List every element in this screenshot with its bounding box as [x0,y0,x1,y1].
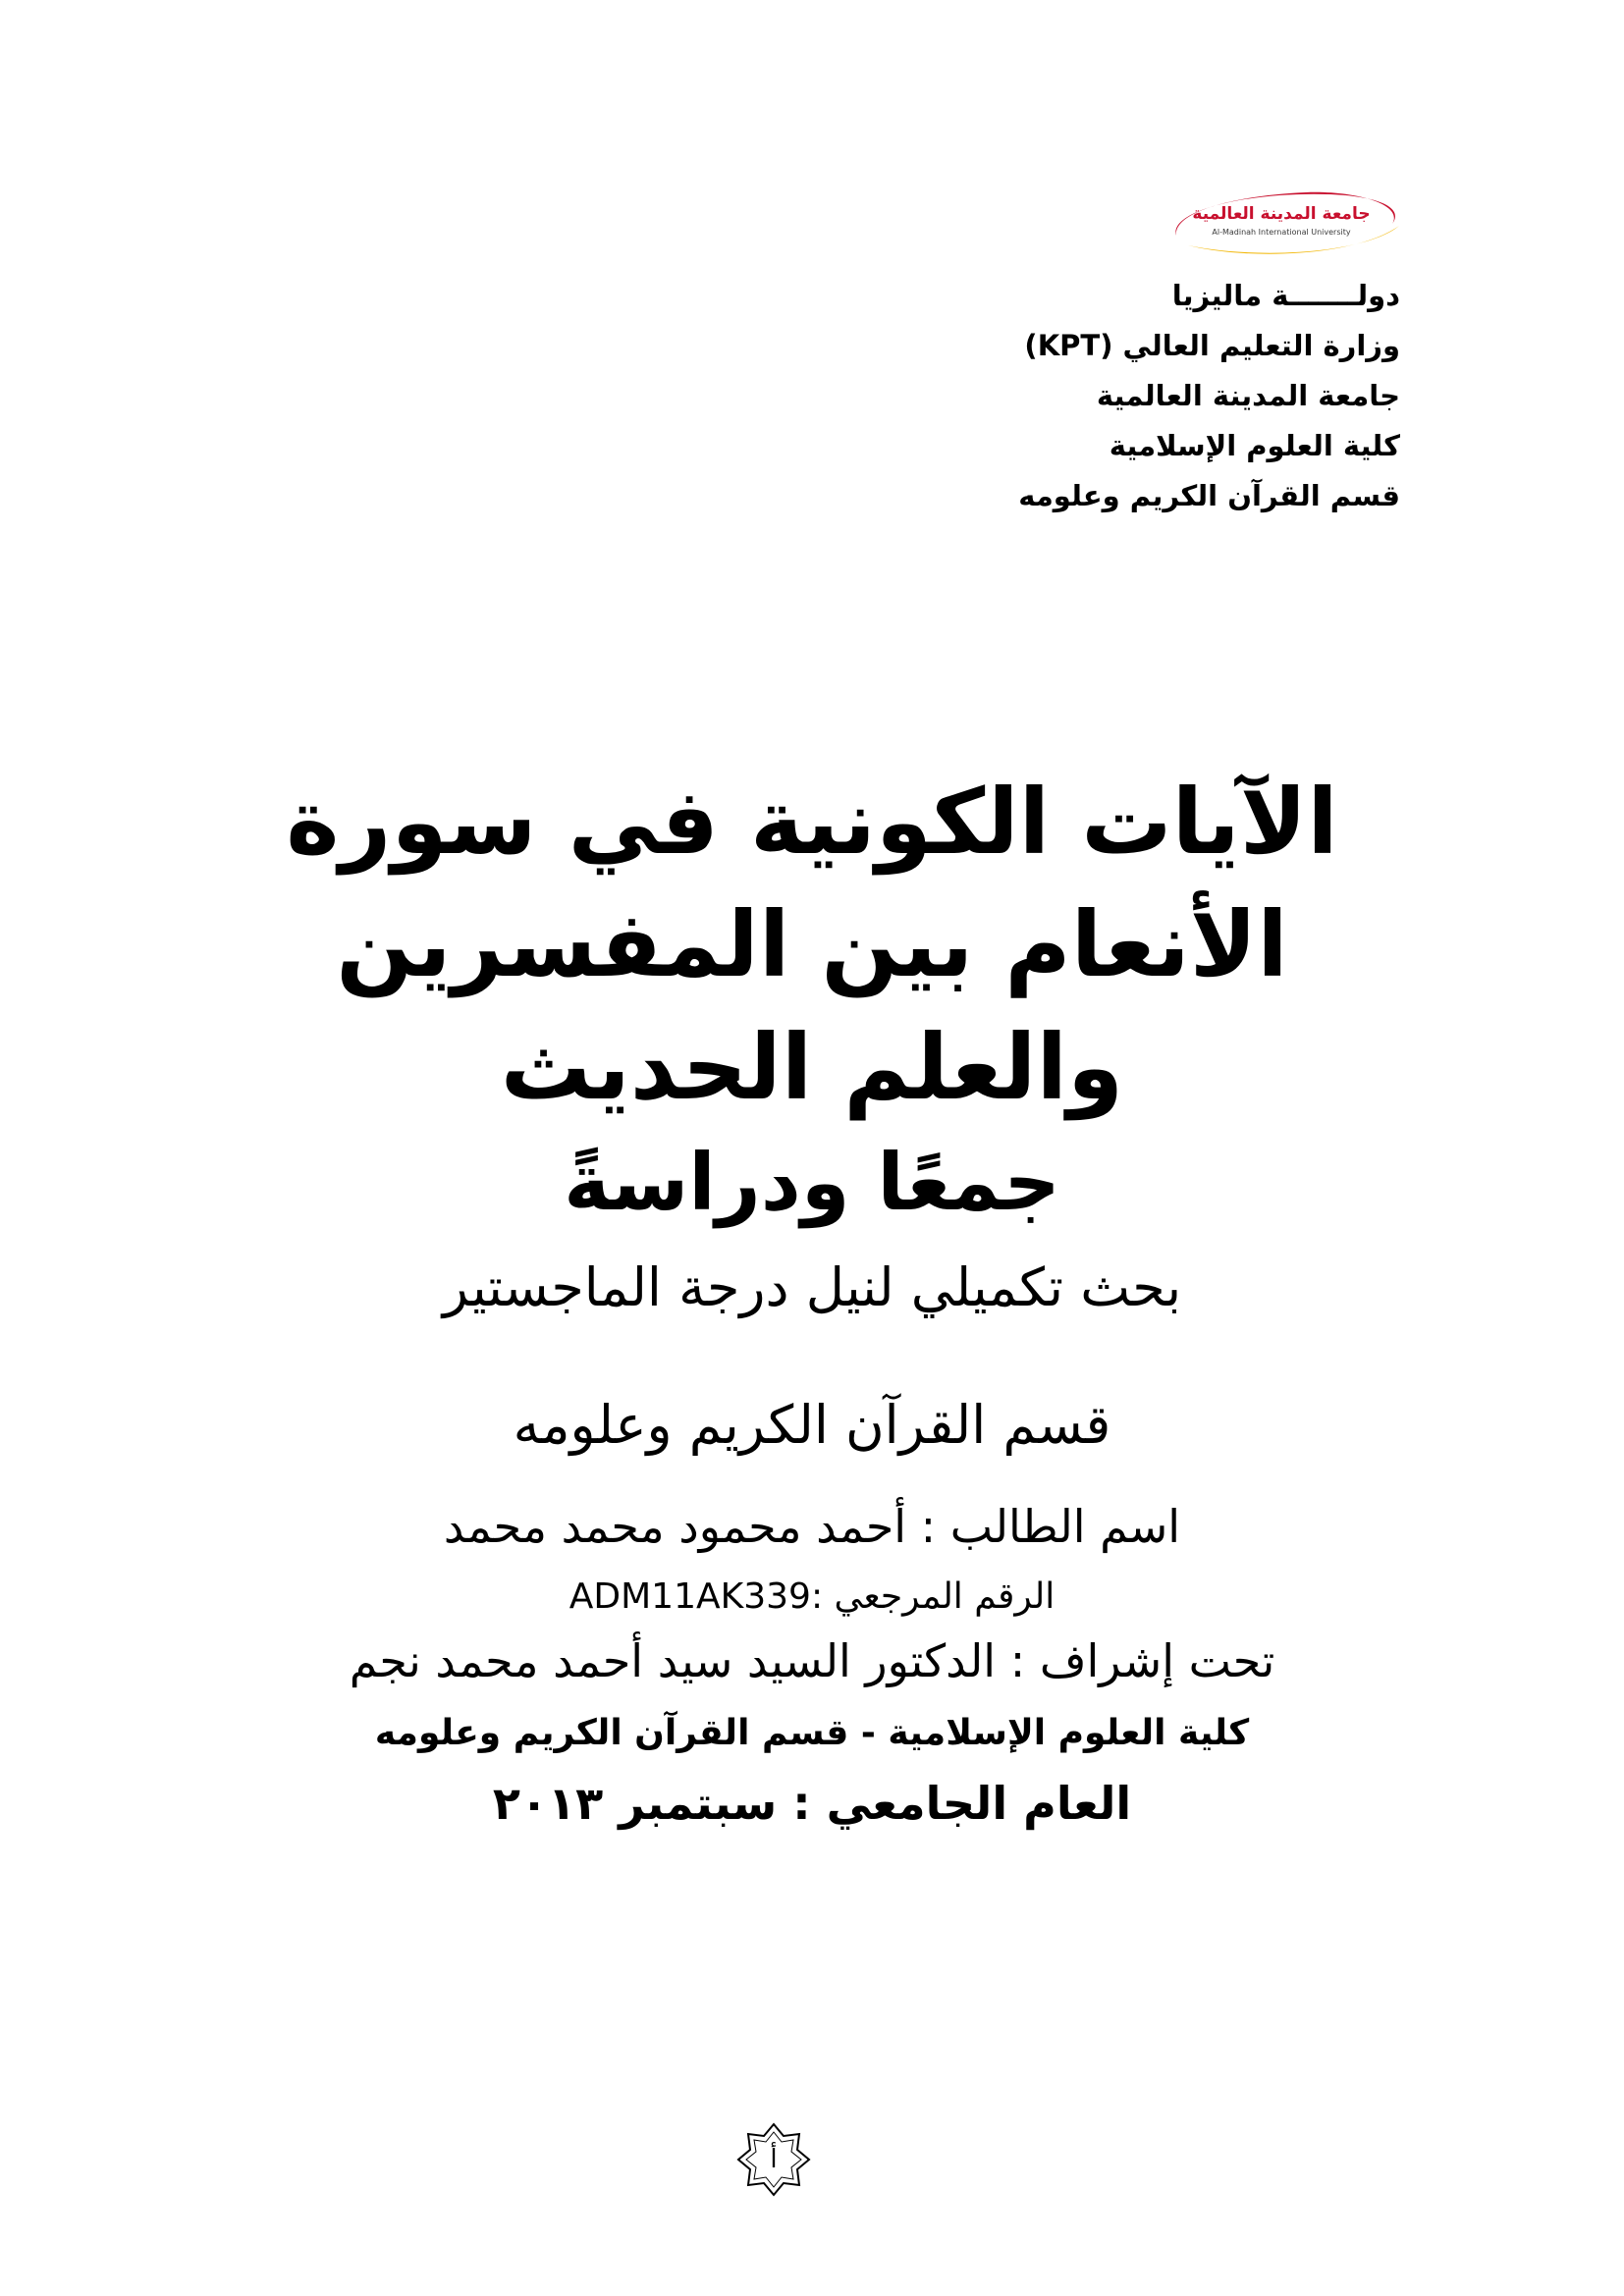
student-name: اسم الطالب : أحمد محمود محمد محمد [443,1500,1181,1553]
research-label: بحث تكميلي لنيل درجة الماجستير [442,1256,1182,1318]
header-country: دولـــــــة ماليزيا [1171,279,1400,312]
university-logo [1159,187,1404,265]
reference-number: الرقم المرجعي :ADM11AK339 [568,1576,1056,1617]
header-faculty: كلية العلوم الإسلامية [1109,429,1400,462]
header-department: قسم القرآن الكريم وعلومه [1018,479,1400,512]
header-block [713,271,1400,521]
academic-year: العام الجامعي : سبتمبر ٢٠١٣ [492,1777,1132,1830]
page-number: أ [770,2145,778,2174]
thesis-title [137,761,1487,1237]
logo-swoosh-icon [1159,187,1404,265]
title-line-2: الأنعام بين المفسرين [336,892,1288,997]
title-subtitle: جمعًا ودراسةً [564,1137,1060,1228]
title-line-1: الآيات الكونية في سورة [286,770,1338,875]
title-line-3: والعلم الحديث [500,1015,1124,1120]
department-label: قسم القرآن الكريم وعلومه [513,1394,1111,1456]
logo-english-name: Al-Madinah International University [1212,228,1351,237]
supervisor-name: تحت إشراف : الدكتور السيد سيد أحمد محمد نجم [349,1634,1275,1687]
logo-arabic-name: جامعة المدينة العالمية [1192,204,1371,224]
faculty-department: كلية العلوم الإسلامية - قسم القرآن الكريم وعلومه [374,1713,1250,1753]
page-number-badge [734,2120,813,2199]
header-ministry: وزارة التعليم العالي (KPT) [1024,329,1400,362]
header-university: جامعة المدينة العالمية [1096,379,1400,412]
